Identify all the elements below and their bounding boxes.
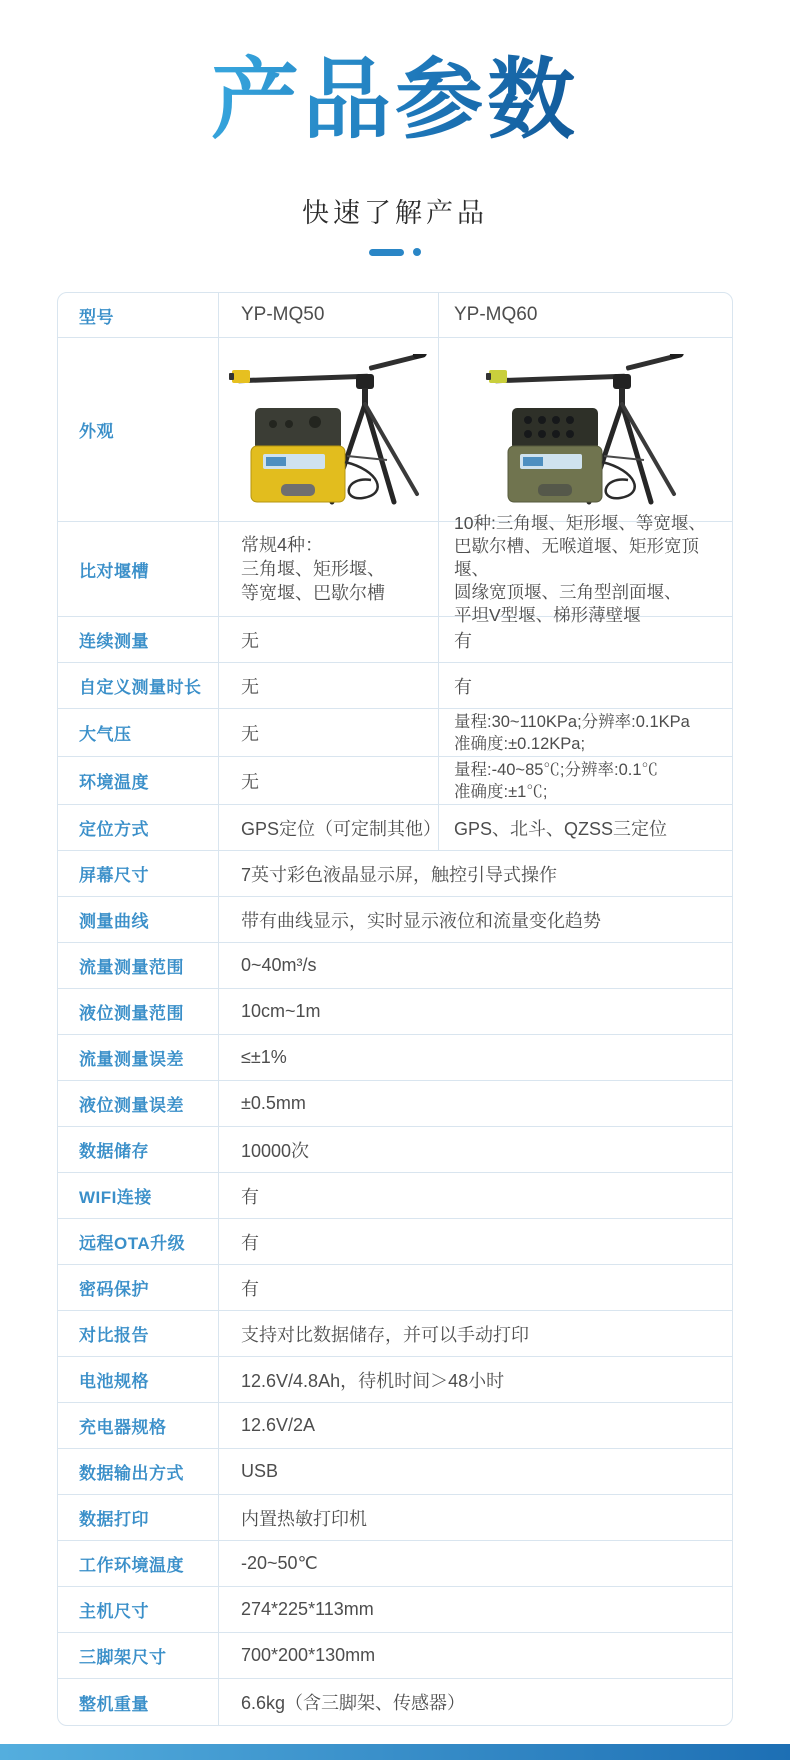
- spec-row: [58, 897, 732, 943]
- spec-value: -20~50℃: [241, 1553, 318, 1574]
- model-right-value: YP-MQ60: [454, 304, 538, 326]
- spec-row: [58, 1311, 732, 1357]
- spec-row: [58, 1587, 732, 1633]
- spec-row: [58, 851, 732, 897]
- spec-value: 10000次: [241, 1140, 310, 1161]
- spec-value-right: [439, 757, 732, 804]
- spec-row: [58, 989, 732, 1035]
- spec-value-left: 无: [219, 663, 439, 708]
- spec-table: [57, 292, 733, 1726]
- weir-right-line: 平坦V型堰、梯形薄壁堰: [454, 604, 641, 625]
- spec-row: [58, 1495, 732, 1541]
- spec-label: 充电器规格: [58, 1403, 219, 1448]
- weir-left-line: 三角堰、矩形堰、: [241, 559, 385, 580]
- spec-value: USB: [241, 1461, 279, 1482]
- spec-value: 内置热敏打印机: [241, 1508, 367, 1529]
- spec-label: 比对堰槽: [58, 522, 219, 616]
- spec-row-appearance: [58, 338, 732, 522]
- spec-value: 有: [241, 1278, 259, 1299]
- yellow-flowmeter-tripod-image: [229, 354, 429, 506]
- spec-label: 型号: [58, 293, 219, 337]
- spec-value: 支持对比数据储存，并可以手动打印: [241, 1324, 529, 1345]
- spec-value: 有: [241, 1232, 259, 1253]
- spec-row: [58, 805, 732, 851]
- spec-label: 连续测量: [58, 617, 219, 662]
- spec-label: 整机重量: [58, 1679, 219, 1725]
- spec-label: 数据打印: [58, 1495, 219, 1540]
- weir-left-line: 常规4种：: [241, 535, 324, 556]
- spec-label: 远程OTA升级: [58, 1219, 219, 1264]
- spec-row: [58, 1127, 732, 1173]
- spec-value-right: [439, 663, 732, 708]
- spec-value-left: 无: [219, 617, 439, 662]
- page-title: 产品参数: [210, 47, 579, 151]
- spec-row: [58, 1173, 732, 1219]
- value-line: 有: [454, 676, 472, 697]
- divider-dash: [369, 249, 404, 256]
- page-header: [0, 0, 790, 256]
- spec-label: 流量测量误差: [58, 1035, 219, 1080]
- spec-label: 工作环境温度: [58, 1541, 219, 1586]
- spec-row: [58, 617, 732, 663]
- spec-value: 6.6kg（含三脚架、传感器）: [241, 1693, 466, 1714]
- page-subtitle: 快速了解产品: [302, 198, 488, 229]
- spec-row: [58, 1541, 732, 1587]
- spec-value: 有: [241, 1186, 259, 1207]
- spec-value: 12.6V/2A: [241, 1415, 316, 1436]
- spec-value: 7英寸彩色液晶显示屏，触控引导式操作: [241, 864, 558, 885]
- spec-value: 274*225*113mm: [241, 1599, 374, 1620]
- spec-row: [58, 1449, 732, 1495]
- spec-row: [58, 709, 732, 757]
- model-left-value: YP-MQ50: [219, 293, 439, 337]
- spec-value: 10cm~1m: [241, 1001, 321, 1022]
- spec-value-left: 无: [219, 757, 439, 804]
- weir-right-line: 10种:三角堰、矩形堰、等宽堰、: [454, 512, 706, 533]
- value-line: 量程:30~110KPa;分辨率:0.1KPa: [454, 712, 690, 731]
- value-line: 准确度:±1℃;: [454, 782, 548, 801]
- value-line: 准确度:±0.12KPa;: [454, 734, 586, 753]
- spec-label: 自定义测量时长: [58, 663, 219, 708]
- spec-label: 大气压: [58, 709, 219, 756]
- spec-label: 主机尺寸: [58, 1587, 219, 1632]
- weir-left-value: [219, 522, 439, 616]
- spec-label: 数据输出方式: [58, 1449, 219, 1494]
- spec-label: 数据储存: [58, 1127, 219, 1172]
- spec-label: 液位测量范围: [58, 989, 219, 1034]
- value-line: 量程:-40~85℃;分辨率:0.1℃: [454, 760, 659, 779]
- value-line: GPS、北斗、QZSS三定位: [454, 818, 668, 839]
- footer-accent-bar: [0, 1744, 790, 1760]
- spec-value: ±0.5mm: [241, 1093, 306, 1114]
- product-photo-yp-mq50: [219, 338, 438, 521]
- spec-label: 流量测量范围: [58, 943, 219, 988]
- product-photo-yp-mq60: [439, 338, 732, 521]
- spec-value: 700*200*130mm: [241, 1645, 376, 1666]
- spec-label: 外观: [58, 338, 219, 521]
- olive-flowmeter-tripod-image: [486, 354, 686, 506]
- spec-label: 三脚架尺寸: [58, 1633, 219, 1678]
- spec-label: 密码保护: [58, 1265, 219, 1310]
- appearance-left-cell: [219, 338, 439, 521]
- spec-row: [58, 1679, 732, 1725]
- appearance-right-cell: [439, 338, 732, 521]
- spec-row: [58, 1633, 732, 1679]
- spec-value-right: [439, 805, 732, 850]
- spec-row-weir: [58, 512, 732, 625]
- spec-label: 环境温度: [58, 757, 219, 804]
- spec-row: [58, 1219, 732, 1265]
- spec-label: 液位测量误差: [58, 1081, 219, 1126]
- spec-row: [58, 663, 732, 709]
- weir-right-line: 巴歇尔槽、无喉道堰、矩形宽顶堰、: [454, 535, 699, 579]
- spec-label: WIFI连接: [58, 1173, 219, 1218]
- weir-right-value: [439, 512, 732, 625]
- spec-label: 测量曲线: [58, 897, 219, 942]
- spec-label: 电池规格: [58, 1357, 219, 1402]
- spec-row: [58, 1357, 732, 1403]
- spec-value: 12.6V/4.8Ah，待机时间＞48小时: [241, 1370, 505, 1391]
- spec-value: 0~40m³/s: [241, 955, 317, 976]
- value-line: 有: [454, 630, 472, 651]
- spec-label: 对比报告: [58, 1311, 219, 1356]
- weir-left-line: 等宽堰、巴歇尔槽: [241, 583, 385, 604]
- spec-row: [58, 1035, 732, 1081]
- spec-row: [58, 1265, 732, 1311]
- spec-value-right: [439, 709, 732, 756]
- weir-right-line: 圆缘宽顶堰、三角型剖面堰、: [454, 581, 682, 602]
- spec-row: [58, 943, 732, 989]
- spec-value-left: 无: [219, 709, 439, 756]
- spec-label: 屏幕尺寸: [58, 851, 219, 896]
- spec-label: 定位方式: [58, 805, 219, 850]
- spec-value: ≤±1%: [241, 1047, 287, 1068]
- spec-row: [58, 1081, 732, 1127]
- spec-row: [58, 1403, 732, 1449]
- spec-value-right: [439, 617, 732, 662]
- spec-value: 带有曲线显示，实时显示液位和流量变化趋势: [241, 910, 601, 931]
- divider-dot: [413, 248, 421, 256]
- spec-value-left: GPS定位（可定制其他）: [219, 805, 439, 850]
- spec-row-model: [58, 293, 732, 338]
- spec-row: [58, 757, 732, 805]
- title-divider: [0, 248, 790, 256]
